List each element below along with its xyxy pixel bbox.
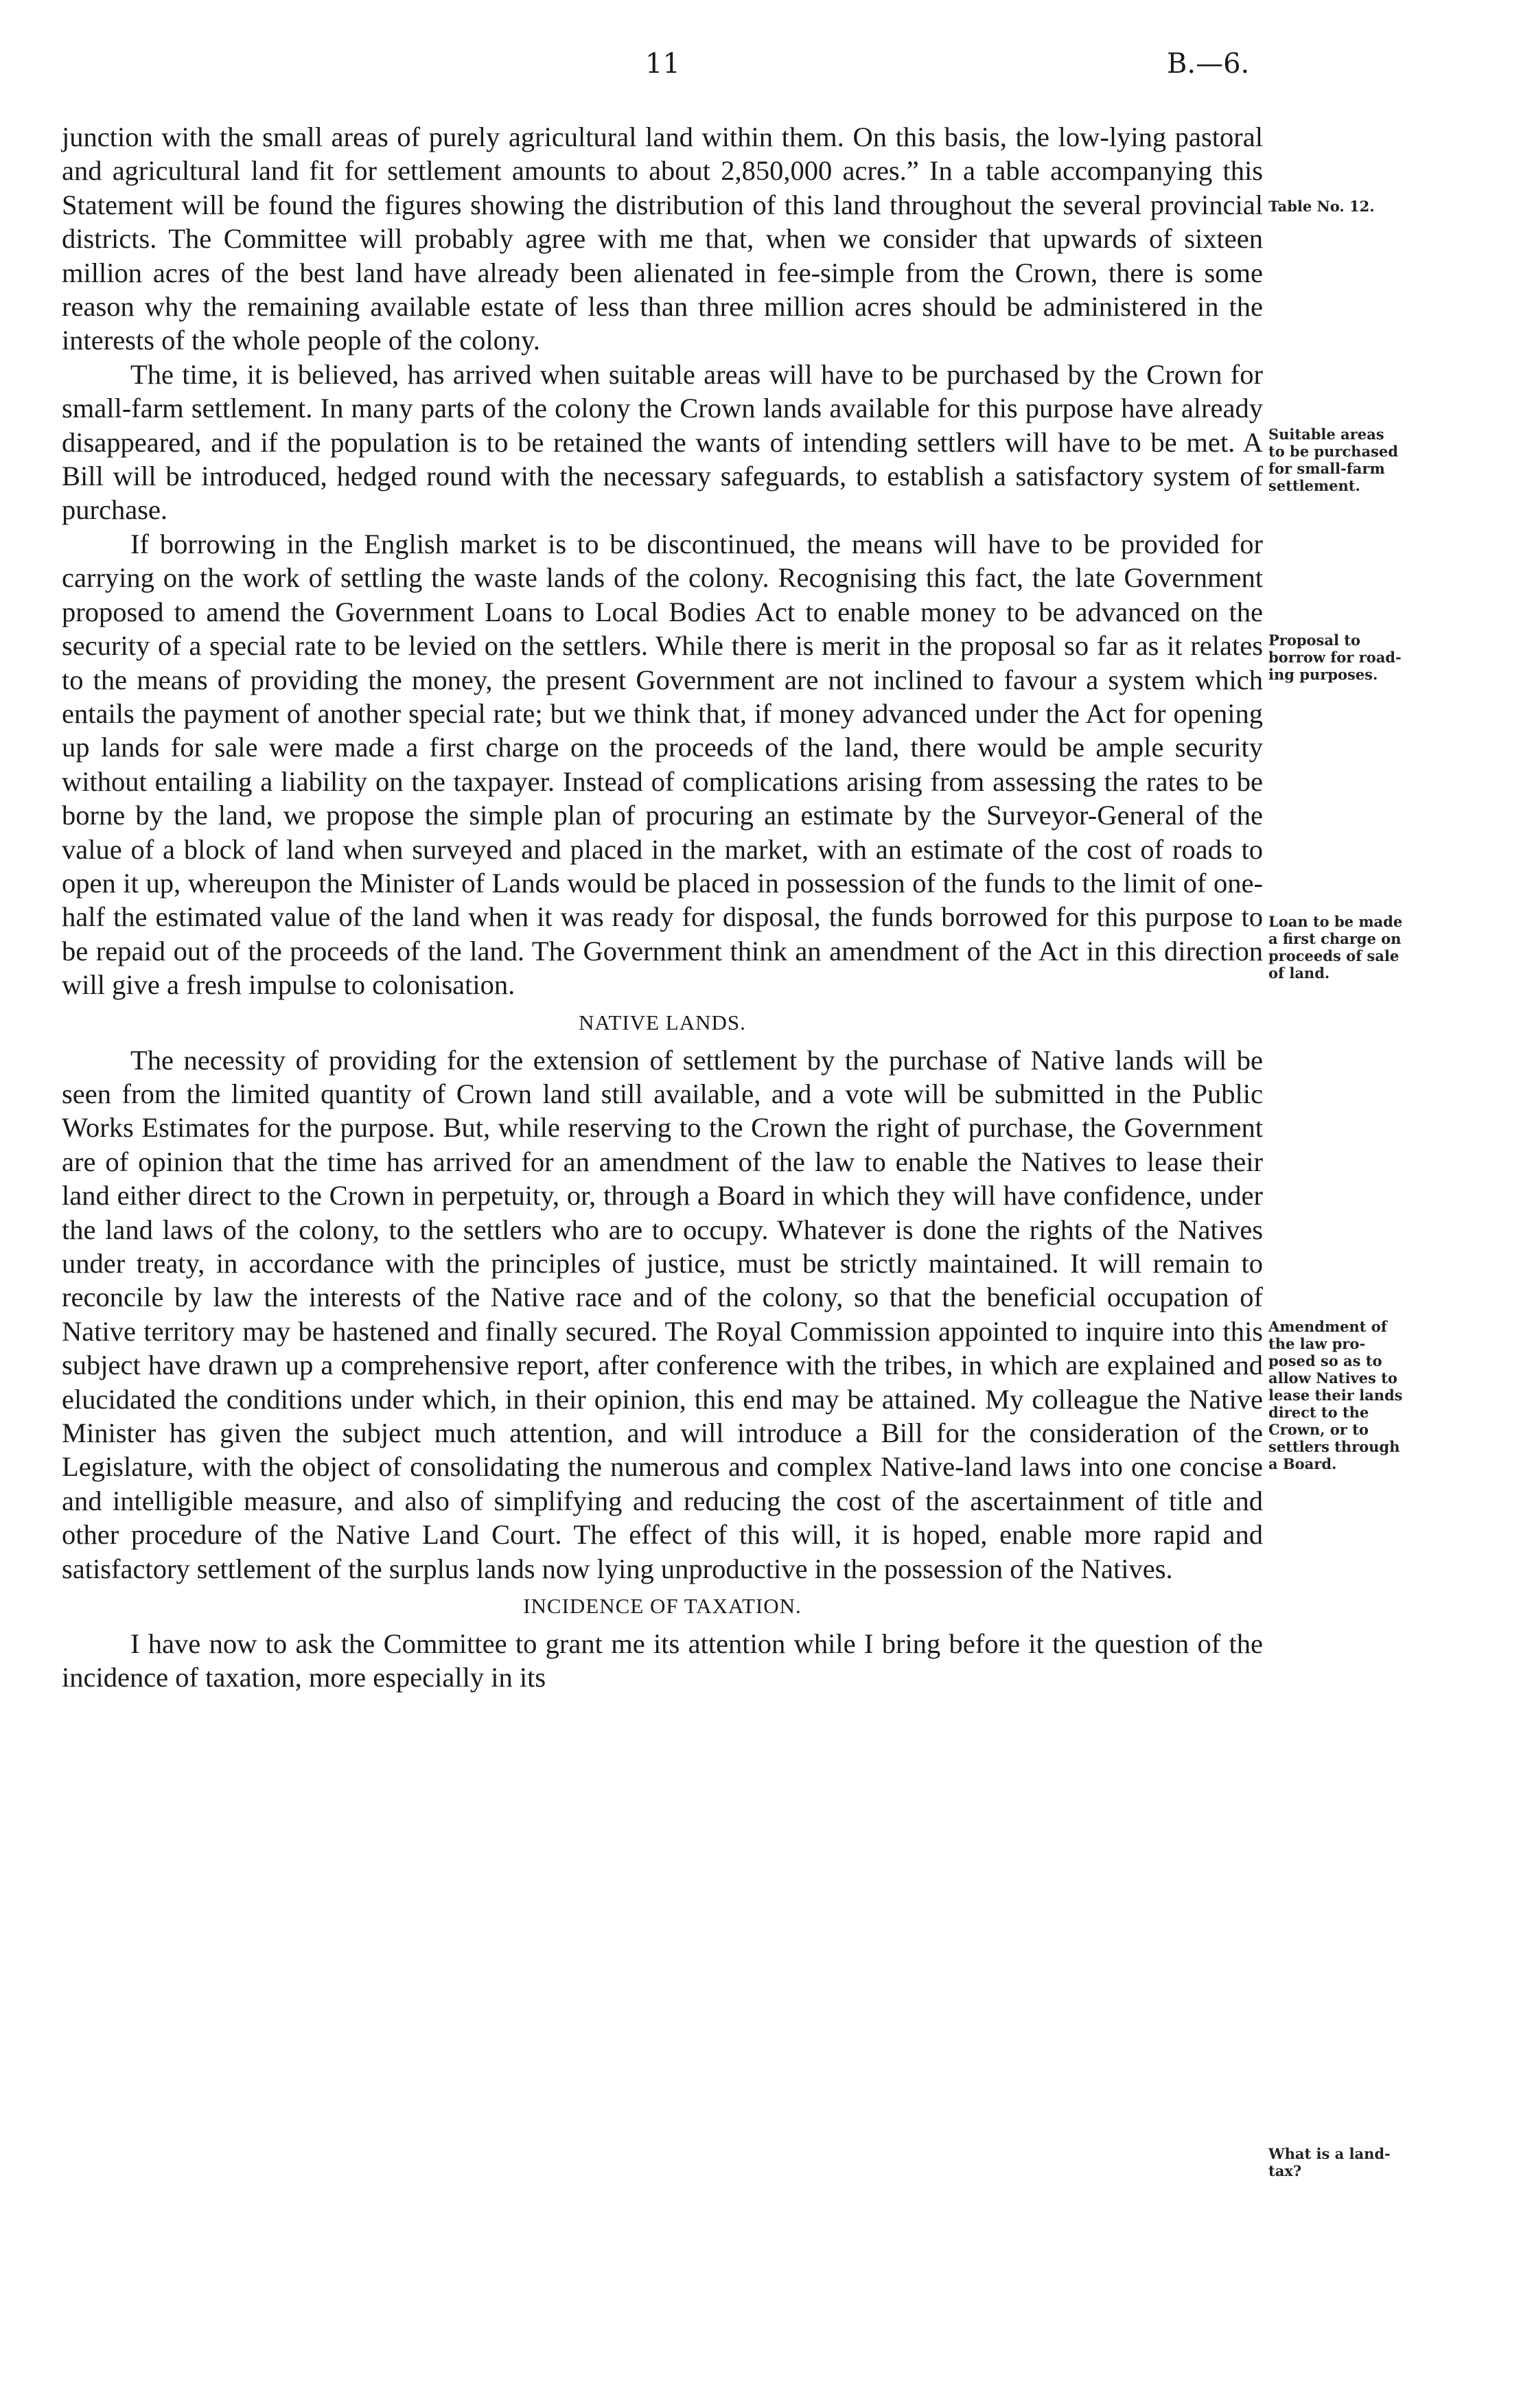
- main-text: [62, 120, 1263, 1695]
- page-header: [0, 48, 1532, 89]
- section-heading-incidence-of-taxation: INCIDENCE OF TAXATION.: [523, 1594, 802, 1619]
- paragraph-borrowing: If borrowing in the English market is to be discontinued, the means will have to be provided for carrying on the work of settling the waste lands of the colony. Recognising this fact, the late Government proposed to amend the Government Loans to Local Bodies Act to enable money to be advanced on the security of a special rate to be levied on the settlers. While there is merit in the proposal so far as it relates to the means of providing the money, the present Government are not inclined to favour a system which entails the payment of another special rate; but we think that, if money advanced under the Act for opening up lands for sale were made a first charge on the proceeds of the land, there would be ample security without entailing a liability on the taxpayer. Instead of complications arising from assessing the rates to be borne by the land, we propose the simple plan of procuring an estimate by the Surveyor-General of the value of a block of land when surveyed and placed in the market, with an estimate of the cost of roads to open it up, whereupon the Minister of Lands would be placed in possession of the funds to the limit of one-half the estimated value of the land when it was ready for disposal, the funds borrowed for this purpose to be repaid out of the proceeds of the land. The Government think an amendment of the Act in this direction will give a fresh impulse to colonisation.: [62, 528, 1263, 1001]
- side-note-suitable-areas: Suitable areas to be purchased for small-farm settlement.: [1268, 426, 1398, 494]
- section-heading-native-lands: NATIVE LANDS.: [579, 1010, 746, 1034]
- side-note-loan-first-charge: Loan to be made a first charge on proceeds of sale of land.: [1268, 913, 1403, 982]
- side-note-land-tax: What is a land- tax?: [1268, 2145, 1391, 2179]
- paragraph-native-lands: The necessity of providing for the extension of settlement by the purchase of Native lands will be seen from the limited quantity of Crown land still available, and a vote will be submitted in the Public Works Estimates for the purpose. But, while reserving to the Crown the right of purchase, the Government are of opinion that the time has arrived for an amendment of the law to enable the Natives to lease their land either direct to the Crown in perpetuity, or, through a Board in which they will have confidence, under the land laws of the colony, to the settlers who are to occupy. Whatever is done the rights of the Natives under treaty, in accordance with the principles of justice, must be strictly maintained. It will remain to reconcile by law the interests of the Native race and of the colony, so that the beneficial occupation of Native territory may be hastened and finally secured. The Royal Commission appointed to inquire into this subject have drawn up a comprehensive report, after conference with the tribes, in which are explained and elucidated the conditions under which, in their opinion, this end may be attained. My colleague the Native Minister has given the subject much attention, and will introduce a Bill for the consideration of the Legislature, with the object of consolidating the numerous and complex Native-land laws into one concise and intelligible measure, and also of simplifying and reducing the cost of the ascertainment of title and other procedure of the Native Land Court. The effect of this will, it is hoped, enable more rapid and satisfactory settlement of the surplus lands now lying unproductive in the possession of the Natives.: [62, 1044, 1263, 1584]
- side-note-amendment-law: Amendment of the law pro- posed so as to allow Natives to lease their lands direct to the Crown, or to settlers through a Board.: [1268, 1318, 1403, 1472]
- paragraph-small-farm-settlement: The time, it is believed, has arrived when suitable areas will have to be purchased by the Crown for small-farm settlement. In many parts of the colony the Crown lands available for this purpose have already disappeared, and if the population is to be retained the wants of intending settlers will have to be met. A Bill will be introduced, hedged round with the necessary safeguards, to establish a satisfactory system of purchase.: [62, 358, 1263, 526]
- page-number: 11: [645, 48, 680, 80]
- paragraph-taxation: I have now to ask the Committee to grant me its attention while I bring before it the question of the incidence of taxation, more especially in its: [62, 1628, 1263, 1693]
- side-note-table-ref: Table No. 12.: [1268, 198, 1375, 215]
- paragraph-continuation: junction with the small areas of purely agricultural land within them. On this basis, the low-lying pastoral and agricultural land fit for settlement amounts to about 2,850,000 acres.” In a table accompanying this Statement will be found the figures showing the distribution of this land throughout the several provincial districts. The Committee will probably agree with me that, when we consider that upwards of sixteen million acres of the best land have already been alienated in fee-simple from the Crown, there is some reason why the remaining available estate of less than three million acres should be administered in the interests of the whole people of the colony.: [62, 121, 1263, 356]
- document-reference: B.—6.: [1167, 48, 1250, 80]
- side-note-proposal-borrow: Proposal to borrow for road- ing purposes.: [1268, 632, 1402, 683]
